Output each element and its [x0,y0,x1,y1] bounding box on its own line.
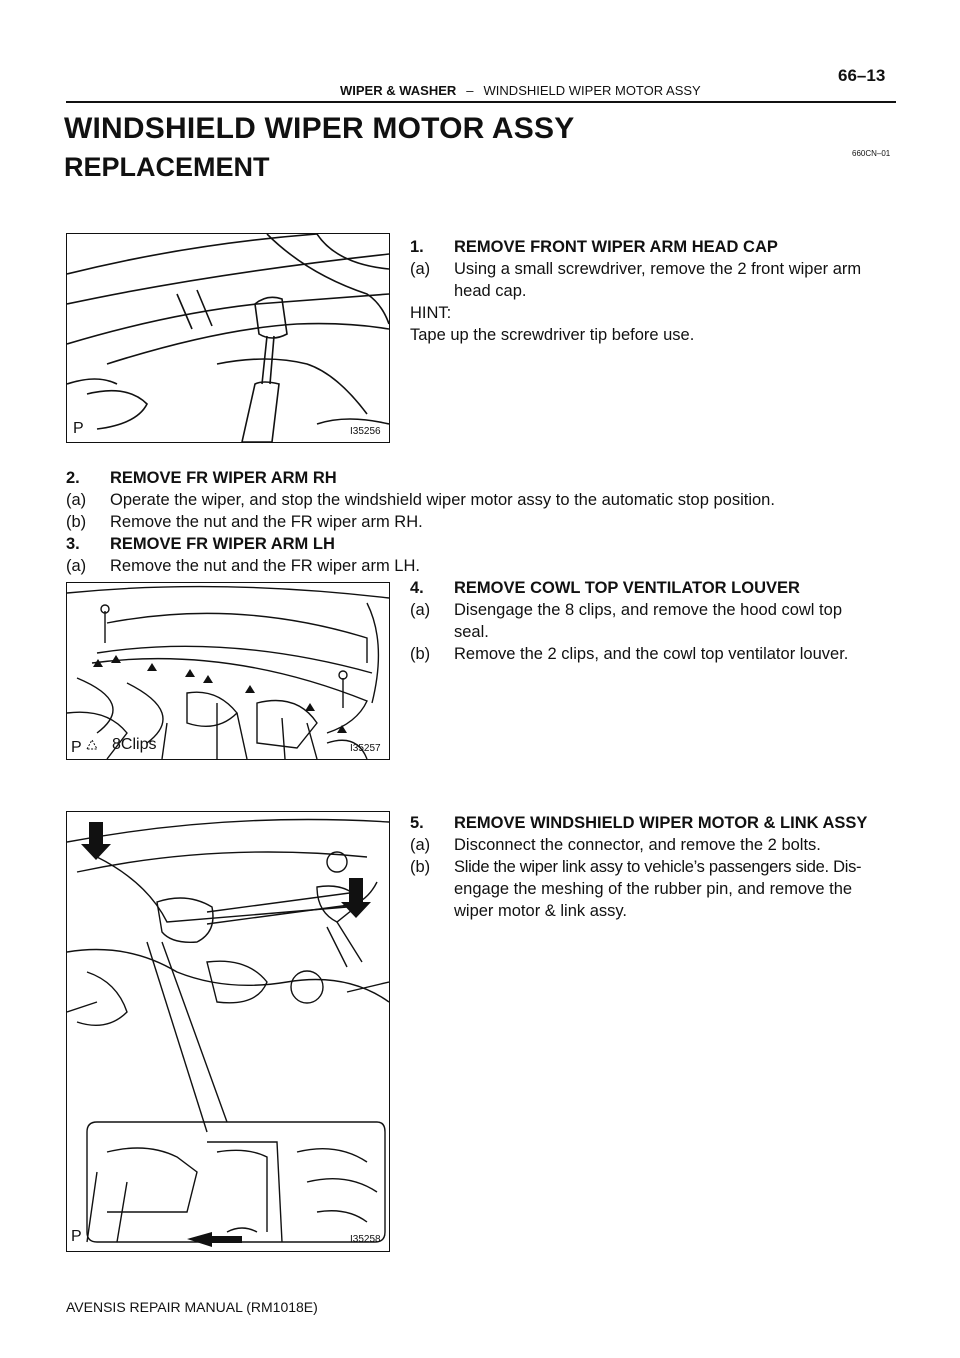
step-title: REMOVE FR WIPER ARM LH [110,535,335,553]
substep-text-cont: head cap. [454,282,527,300]
step-3a [66,555,866,577]
page-subtitle: REPLACEMENT [64,152,270,182]
substep-text: Remove the 2 clips, and the cowl top ventilator louver. [454,645,849,663]
substep-text-cont: seal. [454,623,489,641]
substep-label: (a) [410,601,431,619]
substep-label: (a) [410,260,431,278]
substep-label: (b) [410,645,431,663]
substep-text-cont: engage the meshing of the rubber pin, and remove the [454,880,853,898]
substep-text: Using a small screwdriver, remove the 2 front wiper arm [454,260,862,278]
figure-p-marker: P [71,739,82,756]
cowl-louver-illustration [67,583,389,759]
header-subsection: WINDSHIELD WIPER MOTOR ASSY [483,83,701,98]
substep-text: Remove the nut and the FR wiper arm LH. [110,557,420,575]
step-title: REMOVE FRONT WIPER ARM HEAD CAP [454,238,778,256]
substep-label: (b) [410,858,431,876]
substep-label: (a) [66,557,87,575]
step-number: 1. [410,238,424,256]
page-footer: AVENSIS REPAIR MANUAL (RM1018E) [66,1299,318,1315]
wiper-arm-cap-illustration [67,234,389,442]
page-title: WINDSHIELD WIPER MOTOR ASSY [64,112,575,145]
wiper-motor-link-illustration [67,812,389,1251]
step-4-heading [410,577,910,599]
hint-label: HINT: [410,304,452,322]
substep-text: Disconnect the connector, and remove the 2 bolts. [454,836,821,854]
step-1-heading [410,236,910,258]
clip-triangle-icon [85,737,99,751]
substep-text: Slide the wiper link assy to vehicle’s passengers side. Dis- [454,858,862,876]
header-section: WIPER & WASHER [340,83,457,98]
step-4b [410,643,910,665]
step-title: REMOVE COWL TOP VENTILATOR LOUVER [454,579,800,597]
step-title: REMOVE WINDSHIELD WIPER MOTOR & LINK ASSY [454,814,868,832]
substep-label: (a) [410,836,431,854]
substep-label: (b) [66,513,87,531]
header-rule [66,101,896,103]
step-5b [410,856,910,922]
figure-p-marker: P [71,1228,82,1245]
step-1a [410,258,910,302]
step-2-heading [66,467,866,489]
substep-label: (a) [66,491,87,509]
step-5a [410,834,910,856]
figure-id: I35258 [350,1234,381,1245]
step-4a [410,599,910,643]
step-number: 3. [66,535,80,553]
step-5-heading [410,812,910,834]
figure-p-marker: P [73,420,84,437]
figure-id: I35257 [350,743,381,754]
step-3-heading [66,533,866,555]
substep-text: Disengage the 8 clips, and remove the hood cowl top [454,601,842,619]
hint-text: Tape up the screwdriver tip before use. [410,326,695,344]
figure-legend-clips: 8Clips [112,736,157,753]
step-number: 4. [410,579,424,597]
figure-id: I35256 [350,426,381,437]
substep-text-cont: wiper motor & link assy. [454,902,627,920]
substep-text: Remove the nut and the FR wiper arm RH. [110,513,423,531]
step-number: 5. [410,814,424,832]
step-2b [66,511,866,533]
header-dash: – [466,83,474,98]
document-code: 660CN–01 [852,149,891,158]
step-title: REMOVE FR WIPER ARM RH [110,469,337,487]
figure-cowl-louver [66,582,390,760]
step-number: 2. [66,469,80,487]
figure-wiper-motor-link [66,811,390,1252]
step-2a [66,489,896,511]
page-number: 66–13 [838,66,886,85]
substep-text: Operate the wiper, and stop the windshield wiper motor assy to the automatic stop position. [110,491,775,509]
figure-wiper-arm-cap [66,233,390,443]
running-header [340,83,701,98]
